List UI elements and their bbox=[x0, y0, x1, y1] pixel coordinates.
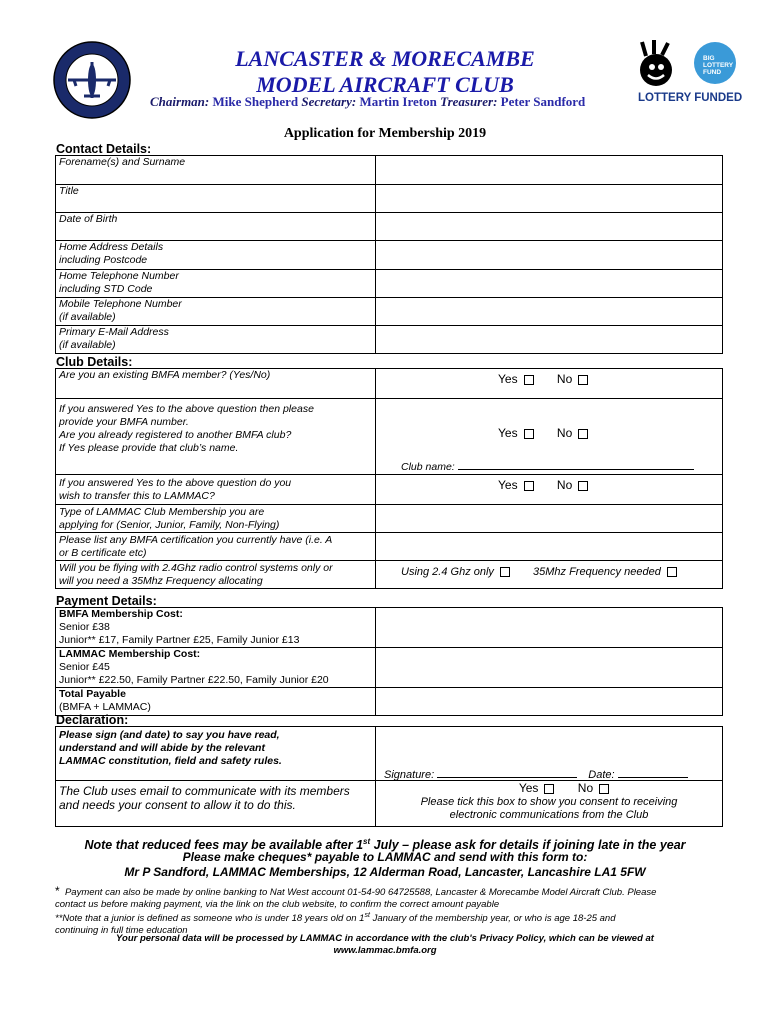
chairman-name: Mike Shepherd bbox=[212, 94, 299, 109]
signature-label: Signature: bbox=[384, 769, 435, 781]
club-badge-logo bbox=[52, 40, 132, 120]
input-total-payable[interactable] bbox=[376, 688, 723, 716]
input-home-phone[interactable] bbox=[376, 270, 723, 298]
lammac-cost-info: LAMMAC Membership Cost: Senior £45 Junior** £22.50, Family Partner £22.50, Family Junior £20 bbox=[56, 648, 376, 688]
q-bmfa-certification: Please list any BMFA certification you currently have (i.e. A or B certificate etc) bbox=[56, 533, 376, 561]
total-payable-info: Total Payable (BMFA + LAMMAC) bbox=[56, 688, 376, 716]
label-home-address: Home Address Details including Postcode bbox=[56, 241, 376, 270]
input-forename[interactable] bbox=[376, 156, 723, 185]
secretary-name: Martin Ireton bbox=[359, 94, 437, 109]
bmfa-cost-info: BMFA Membership Cost: Senior £38 Junior** £17, Family Partner £25, Family Junior £13 bbox=[56, 608, 376, 648]
club-name-input[interactable] bbox=[458, 469, 694, 470]
footnote-payment: * Payment can also be made by online banking to Nat West account 01-54-90 64725588, Lancaster & Morecambe Model Aircraft Club. Please contact us before making payment, via the link on the club website, to confirm the correct amount payable bbox=[55, 884, 657, 910]
officers-line bbox=[150, 94, 585, 110]
input-mobile-phone[interactable] bbox=[376, 298, 723, 326]
input-dob[interactable] bbox=[376, 213, 723, 241]
date-field[interactable] bbox=[618, 777, 688, 778]
consent-instruction-line1: Please tick this box to show you consent to receiving bbox=[420, 796, 678, 808]
checkbox-transfer-yes[interactable] bbox=[524, 481, 534, 491]
lottery-hand-logo bbox=[636, 40, 688, 90]
checkbox-consent-yes[interactable] bbox=[544, 784, 554, 794]
input-title[interactable] bbox=[376, 185, 723, 213]
email-consent-statement: The Club uses email to communicate with its members and needs your consent to allow it to do this. bbox=[56, 781, 376, 827]
declaration-statement: Please sign (and date) to say you have read, understand and will abide by the relevant LAMMAC constitution, field and safety rules. bbox=[56, 727, 376, 781]
checkbox-consent-no[interactable] bbox=[599, 784, 609, 794]
label-home-phone: Home Telephone Number including STD Code bbox=[56, 270, 376, 298]
label-email: Primary E-Mail Address (if available) bbox=[56, 326, 376, 354]
cheques-note: Please make cheques* payable to LAMMAC and send with this form to: bbox=[182, 850, 588, 864]
consent-instruction-line2: electronic communications from the Club bbox=[449, 809, 649, 821]
input-home-address[interactable] bbox=[376, 241, 723, 270]
label-mobile-phone: Mobile Telephone Number (if available) bbox=[56, 298, 376, 326]
checkbox-24ghz[interactable] bbox=[500, 567, 510, 577]
postal-address: Mr P Sandford, LAMMAC Memberships, 12 Alderman Road, Lancaster, Lancashire LA1 5FW bbox=[124, 865, 646, 879]
contact-details-heading: Contact Details: bbox=[56, 142, 152, 156]
label-dob: Date of Birth bbox=[56, 213, 376, 241]
input-bmfa-cost[interactable] bbox=[376, 608, 723, 648]
declaration-heading: Declaration: bbox=[56, 713, 129, 727]
checkbox-transfer-no[interactable] bbox=[578, 481, 588, 491]
club-title-line1: LANCASTER & MORECAMBE bbox=[235, 46, 535, 71]
q-existing-bmfa: Are you an existing BMFA member? (Yes/No) bbox=[56, 369, 376, 399]
contact-details-table bbox=[55, 155, 723, 354]
secretary-label: Secretary: bbox=[301, 94, 357, 109]
footnote-junior: **Note that a junior is defined as someone who is under 18 years old on 1st January of the membership year, or who is age 18-25 and continuing in full time education bbox=[55, 912, 616, 936]
signature-field[interactable] bbox=[437, 777, 577, 778]
treasurer-name: Peter Sandford bbox=[500, 94, 586, 109]
lottery-funded-label: LOTTERY FUNDED bbox=[638, 92, 743, 104]
input-membership-type[interactable] bbox=[376, 505, 723, 533]
label-forename: Forename(s) and Surname bbox=[56, 156, 376, 185]
checkbox-other-club-yes[interactable] bbox=[524, 429, 534, 439]
club-title-line2: MODEL AIRCRAFT CLUB bbox=[256, 72, 514, 97]
input-email[interactable] bbox=[376, 326, 723, 354]
input-bmfa-certification[interactable] bbox=[376, 533, 723, 561]
club-details-table: Are you an existing BMFA member? (Yes/No) Yes No If you answered Yes to the above question then please provide your BMFA number. Are you already registered to another BMFA club? If Yes please provide that club’s name. Yes No Club name: If you answered Yes to the above question do you wish to transfer this to LAMMAC? Yes No Type of LAMMAC Club Membership you are applying for (Senior, Junior, Family, Non-Flying) Please list any BMFA certification you currently have (i.e. A or B certificate etc) Will you be flying with 2.4Ghz radio control systems only or will you need a 35Mhz Frequency allocating Using 2.4 Ghz only 35Mhz Frequency needed bbox=[55, 368, 723, 589]
q-membership-type: Type of LAMMAC Club Membership you are applying for (Senior, Junior, Family, Non-Flying) bbox=[56, 505, 376, 533]
label-title: Title bbox=[56, 185, 376, 213]
club-details-heading: Club Details: bbox=[56, 355, 133, 369]
chairman-label: Chairman: bbox=[150, 94, 210, 109]
reduced-fees-note: Note that reduced fees may be available after 1st July – please ask for details if joining late in the year bbox=[84, 837, 686, 853]
checkbox-35mhz[interactable] bbox=[667, 567, 677, 577]
q-bmfa-number-other-club: If you answered Yes to the above question then please provide your BMFA number. Are you already registered to another BMFA club? If Yes please provide that club’s name. bbox=[56, 399, 376, 475]
big-lottery-fund-logo: BIG LOTTERY FUND bbox=[694, 42, 736, 84]
checkbox-bmfa-yes[interactable] bbox=[524, 375, 534, 385]
form-title: Application for Membership 2019 bbox=[283, 126, 487, 141]
payment-details-heading: Payment Details: bbox=[56, 594, 157, 608]
privacy-notice: Your personal data will be processed by LAMMAC in accordance with the club's Privacy Policy, which can be viewed at www.lammac.bmfa.org bbox=[116, 933, 654, 956]
payment-details-table bbox=[55, 607, 723, 716]
q-transfer-to-lammac: If you answered Yes to the above question do you wish to transfer this to LAMMAC? bbox=[56, 475, 376, 505]
treasurer-label: Treasurer: bbox=[440, 94, 498, 109]
checkbox-other-club-no[interactable] bbox=[578, 429, 588, 439]
declaration-table: Please sign (and date) to say you have read, understand and will abide by the relevant LAMMAC constitution, field and safety rules. Signature: Date: The Club uses email to communicate with its members and needs your consent to allow it to do this. Yes No Please tick this box to show you consent to receiving electronic communications from the Club bbox=[55, 726, 723, 827]
club-name-label: Club name: bbox=[401, 461, 455, 473]
q-radio-frequency: Will you be flying with 2.4Ghz radio control systems only or will you need a 35Mhz Frequency allocating bbox=[56, 561, 376, 589]
checkbox-bmfa-no[interactable] bbox=[578, 375, 588, 385]
input-lammac-cost[interactable] bbox=[376, 648, 723, 688]
date-label: Date: bbox=[588, 769, 615, 781]
